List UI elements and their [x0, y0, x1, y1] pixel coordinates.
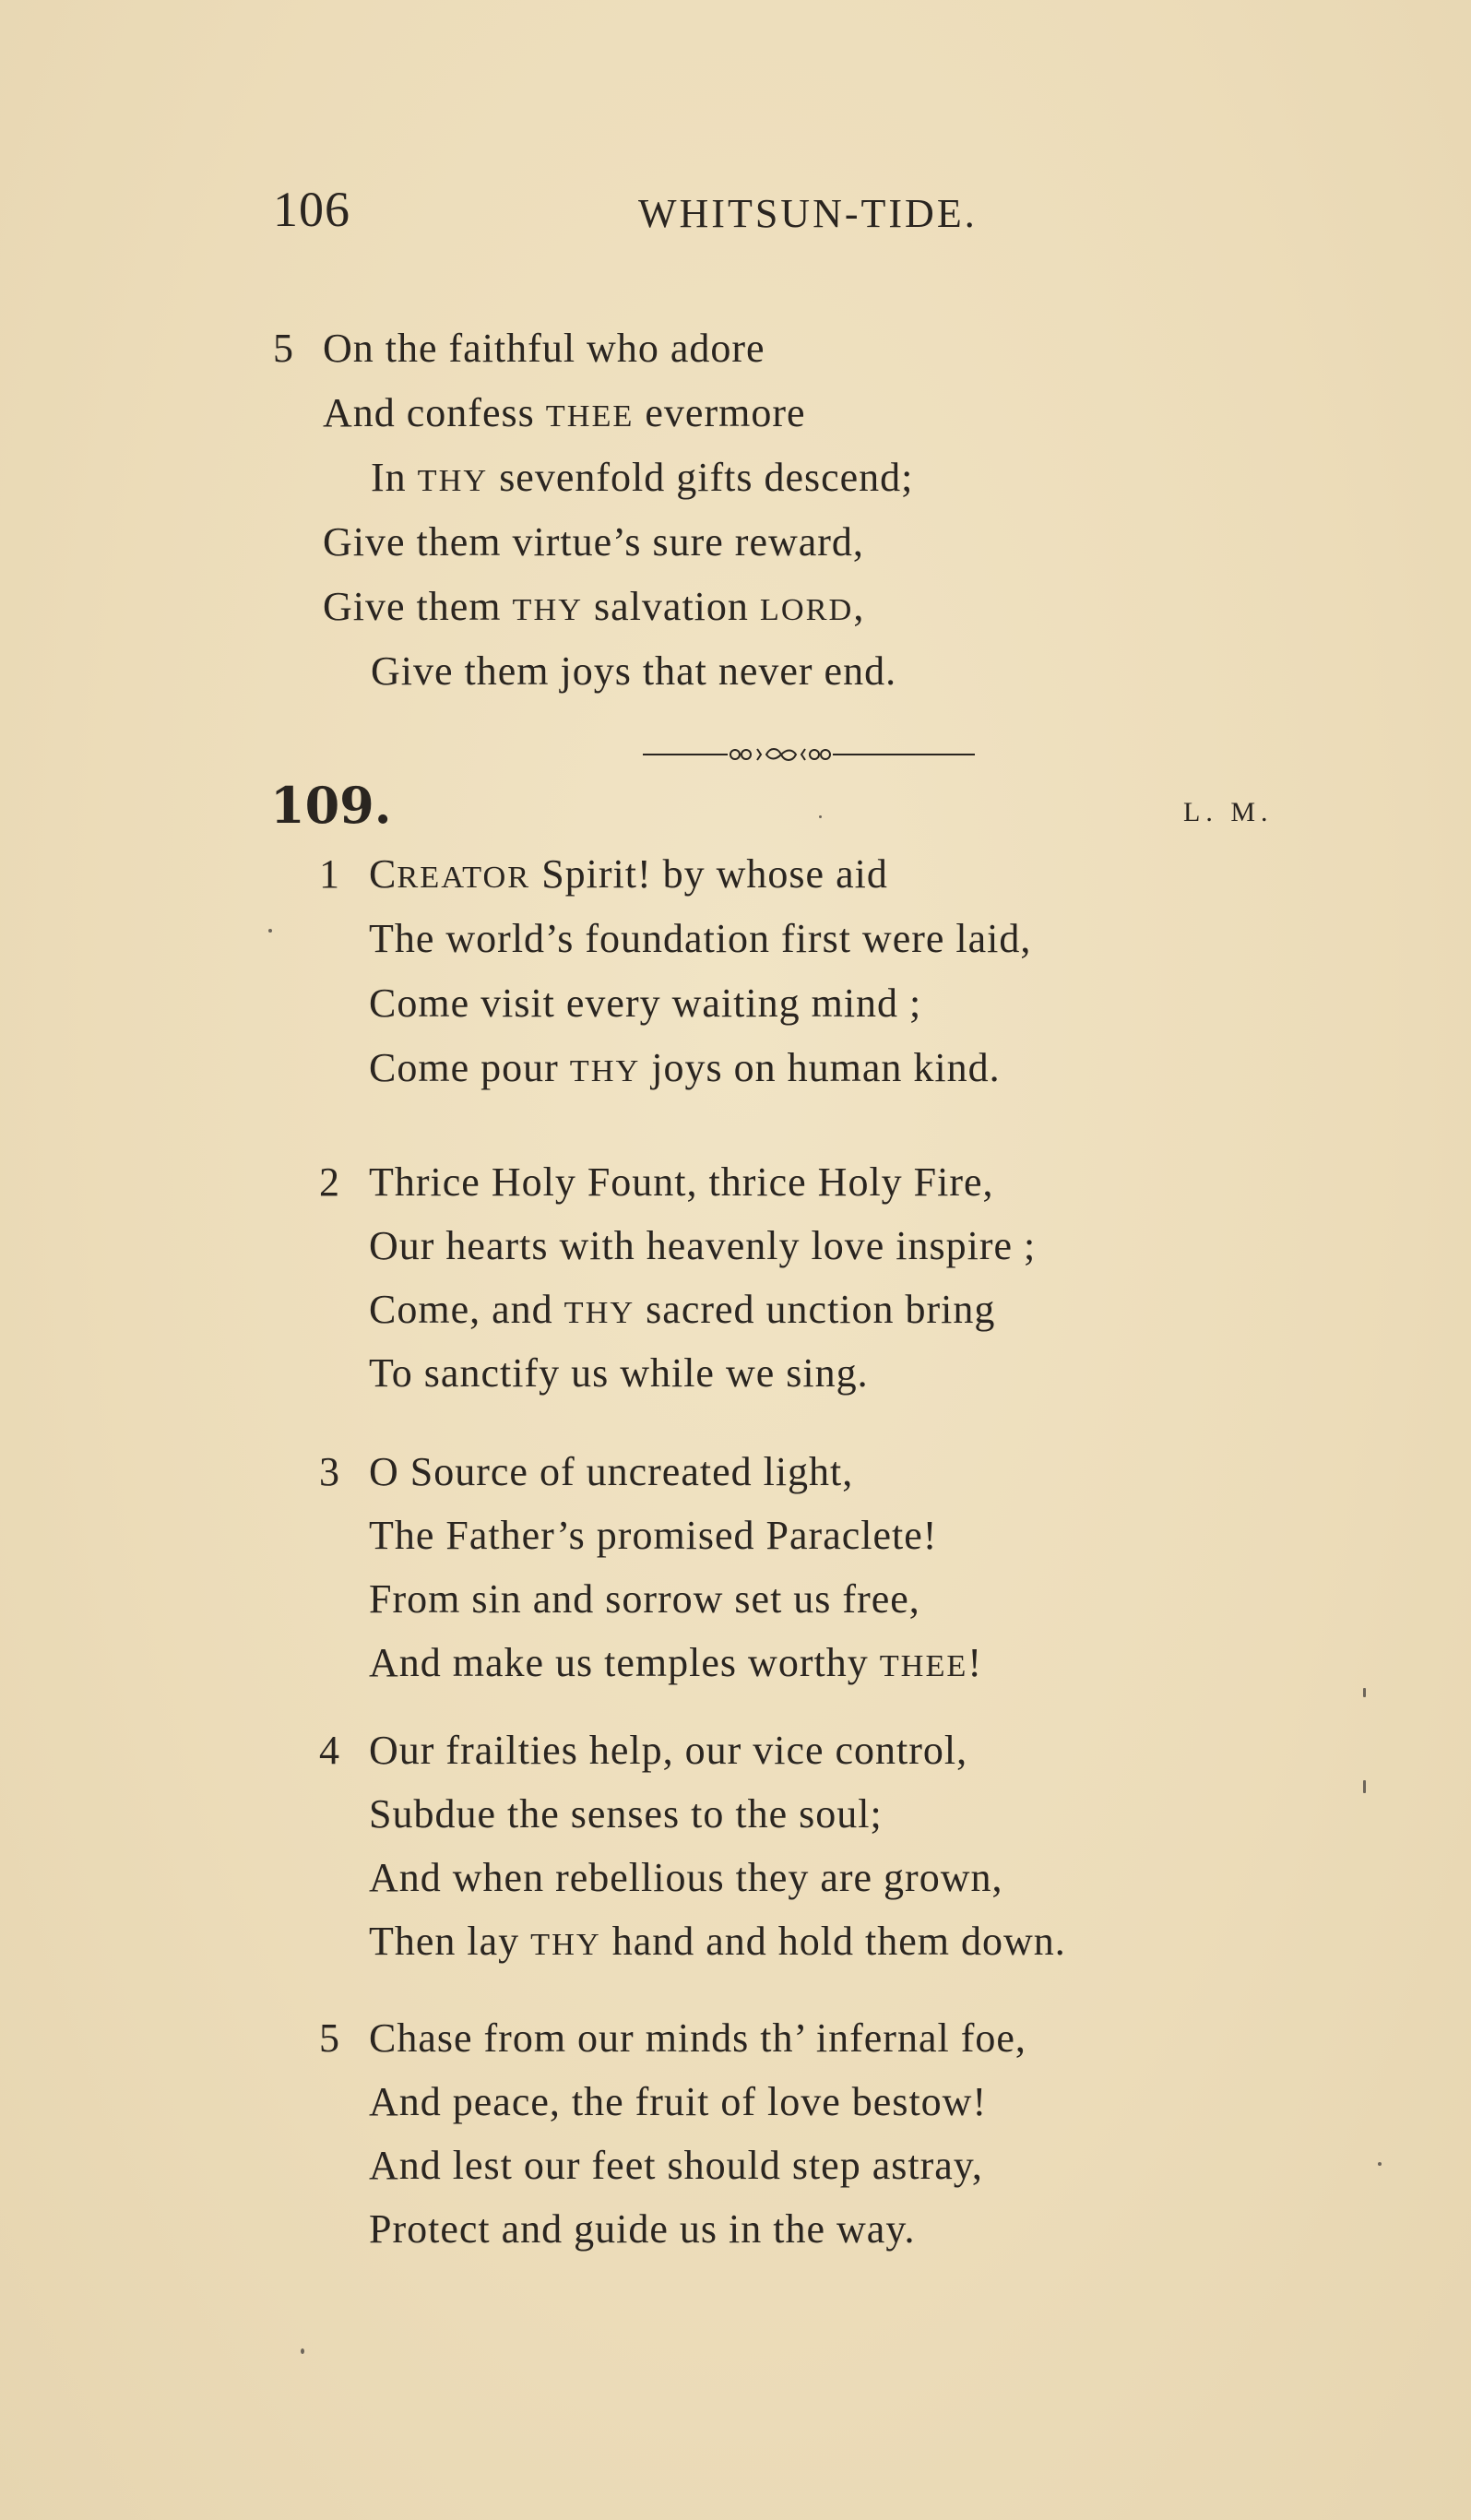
verse-line: [369, 1730, 967, 1771]
line-text: On the faithful who adore: [323, 326, 765, 371]
verse-line: [369, 1640, 983, 1685]
verse-number: 1: [319, 851, 339, 897]
verse-line: [369, 1921, 1066, 1962]
verse-line: [369, 1513, 938, 1558]
line-text: Spirit! by whose aid: [530, 851, 888, 897]
line-text: And lest our feet should step astray,: [369, 2143, 983, 2188]
paper-speck: [1378, 2162, 1382, 2166]
line-text: Come, and: [369, 1287, 564, 1332]
verse-line: [369, 1791, 883, 1837]
hymn-meter: L. M.: [1183, 797, 1274, 827]
line-text: Chase from our minds th’ infernal foe,: [369, 2015, 1026, 2061]
line-text: Our hearts with heavenly love inspire ;: [369, 1223, 1037, 1268]
verse-line: [369, 1159, 994, 1205]
small-caps-word: THY: [563, 1295, 635, 1330]
verse-number: 4: [319, 1728, 339, 1773]
verse-line: [371, 648, 897, 694]
paper-speck: [1363, 1688, 1366, 1697]
line-text: And confess: [323, 390, 546, 435]
line-text: Come visit every waiting mind ;: [369, 981, 922, 1026]
line-text: Come pour: [369, 1045, 570, 1090]
verse-line: [369, 1350, 869, 1396]
line-text: To sanctify us while we sing.: [369, 1350, 869, 1396]
small-caps-word: THY: [569, 1053, 641, 1088]
line-text: sacred unction bring: [635, 1287, 996, 1332]
paper-speck: [301, 2348, 304, 2354]
line-text: Subdue the senses to the soul;: [369, 1791, 883, 1837]
verse-number: 5: [319, 2015, 339, 2061]
page-header: [273, 181, 1038, 245]
verse-line: [369, 916, 1032, 961]
line-text: From sin and sorrow set us free,: [369, 1576, 920, 1622]
line-text: salvation: [583, 584, 760, 629]
verse-line: [369, 983, 921, 1024]
paper-speck: [819, 815, 822, 818]
line-text: hand and hold them down.: [600, 1919, 1066, 1964]
line-text: joys on human kind.: [640, 1045, 1001, 1090]
verse-number: 3: [319, 1449, 339, 1494]
hymn-number: 109.: [270, 776, 392, 835]
small-caps-word: REATOR: [397, 860, 531, 895]
line-text: Give them virtue’s sure reward,: [323, 519, 864, 565]
verse-line: [323, 328, 765, 369]
line-text: ,: [853, 584, 865, 629]
verse-number: 5: [273, 326, 293, 371]
paper-speck: [1363, 1780, 1366, 1793]
verse-line: [369, 1045, 1001, 1090]
line-text: Give them: [323, 584, 513, 629]
line-text: sevenfold gifts descend;: [488, 455, 914, 500]
verse-line: [369, 1576, 920, 1622]
line-text: Give them joys that never end.: [371, 648, 897, 694]
verse-line: [369, 1855, 1003, 1900]
line-text: The world’s foundation first were laid,: [369, 916, 1032, 961]
verse-line: [369, 1287, 996, 1332]
running-title: WHITSUN-TIDE.: [638, 191, 978, 236]
verse-line: [323, 519, 864, 565]
line-text: Thrice Holy Fount, thrice Holy Fire,: [369, 1159, 994, 1205]
small-caps-word: THY: [512, 592, 584, 627]
verse-line: [369, 1449, 854, 1494]
small-caps-word: THEE: [545, 398, 635, 434]
verse-line: [323, 390, 806, 435]
ornamental-divider: [643, 745, 975, 764]
verse-line: [371, 455, 914, 500]
verse-line: [369, 2143, 983, 2188]
line-text: C: [369, 851, 397, 897]
verse-number: 2: [319, 1159, 339, 1205]
small-caps-word: THY: [530, 1927, 601, 1962]
line-text: Protect and guide us in the way.: [369, 2206, 916, 2252]
paper-speck: [268, 929, 272, 933]
line-text: Then lay: [369, 1919, 531, 1964]
verse-line: [369, 2079, 988, 2124]
verse-line: [369, 1223, 1037, 1268]
small-caps-word: LORD: [759, 592, 854, 627]
small-caps-word: THY: [417, 463, 489, 498]
verse-line: [369, 2015, 1026, 2061]
verse-line: [323, 584, 865, 629]
line-text: !: [967, 1640, 983, 1685]
line-text: And peace, the fruit of love bestow!: [369, 2079, 988, 2124]
small-caps-word: THEE: [879, 1648, 968, 1683]
line-text: evermore: [634, 390, 806, 435]
line-text: And make us temples worthy: [369, 1640, 880, 1685]
line-text: The Father’s promised Paraclete!: [369, 1513, 938, 1558]
page-number: 106: [273, 182, 350, 237]
verse-line: [369, 2206, 916, 2252]
line-text: And when rebellious they are grown,: [369, 1855, 1003, 1900]
line-text: O Source of uncreated light,: [369, 1449, 854, 1494]
verse-line: [369, 851, 888, 897]
line-text: Our frailties help, our vice control,: [369, 1728, 968, 1773]
line-text: In: [371, 455, 418, 500]
